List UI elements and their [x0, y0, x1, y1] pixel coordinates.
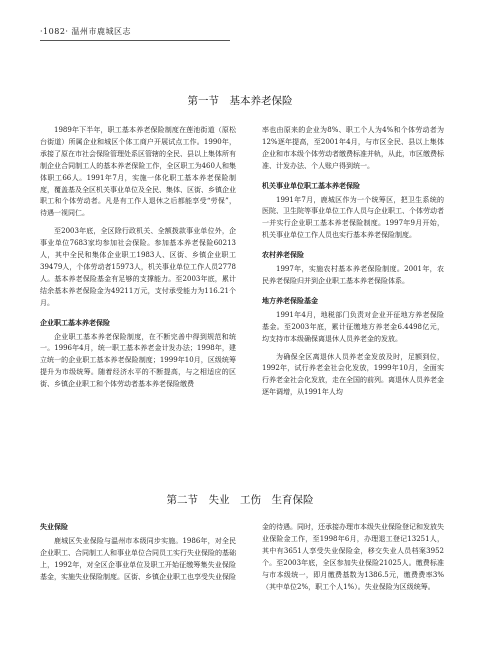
paragraph: 为确保全区离退休人员养老金发放及时，足额到位，1992年，试行养老金社会化发放，1999年10月，全面实行养老金社会化发放，走在全国的前列。离退休人员养老金逐年调增，从1991年人均: [262, 352, 444, 397]
paragraph: 1991年7月，鹿城区作为一个统筹区，把卫生系统的医院、卫生院等事业单位工作人员与企业职工、个体劳动者一并实行企业职工基本养老保险制度。1997年9月开始，机关事业单位工作人员也实行基本养老保险制度。: [262, 195, 444, 240]
paragraph: 金的待遇。同时，还承接办理市本级失业保险登记和发放失业保险金工作，至1998年6月，办理退工登记13251人，其中有3651人享受失业保险金，移交失业人员档案3952个。至2003年底，全区参加失业保险21025人。缴费标准与市本级统一，即月缴费基数为1386.5元，缴费费率3%（其中单位2%，职工个人1%）。失业保险为区级统筹。: [262, 523, 444, 591]
text-column-right: [262, 522, 444, 599]
text-column-right: [262, 125, 444, 405]
text-column-left: [40, 522, 236, 590]
paragraph: 鹿城区失业保险与温州市本级同步实施。1986年，对全民企业职工、合同制工人和事业单位合同员工实行失业保险的基础上，1992年，对全区企事业单位及职工开始征缴筹集失业保险基金，实施失业保险制度。区街、乡镇企业职工也享受失业保险: [40, 536, 236, 581]
text-column-left: [40, 125, 236, 397]
paragraph: 率也由原来的企业为8%、职工个人为4%和个体劳动者为12%逐年提高，至2001年4月，与市区全民、县以上集体企业和市本级个体劳动者缴费标准并轨，从此，市区缴费标准、计发办法、个人账户得到统一。: [262, 126, 444, 170]
paragraph: 企业职工基本养老保险制度，在不断完善中得到规范和统一。1996年4月，统一职工基本养老金计发办法；1998年，建立统一的企业职工基本养老保险制度；1999年10月，区级统筹提升为市级统筹。随着经济水平的不断提高，与之相适应的区街、乡镇企业职工和个体劳动者基本养老保险缴费: [40, 332, 236, 389]
paragraph: 1989年下半年，职工基本养老保险制度在莲池街道（原松台街道）所属企业和城区个体工商户开展试点工作。1990年，承接了原在市社会保险管理处系区管辖的全民、县以上集体所有制企业合同制工人的基本养老保险工作，全区职工为460人和集体职工66人。1991年7月，实施一体化职工基本养老保险制度，覆盖基及全区机关事业单位及全民、集体、区街、乡镇企业职工和个体劳动者。凡是有工作人退休之后都能享受“劳保”，待遇一视同仁。: [40, 126, 236, 218]
paragraph: 至2003年底，全区除行政机关、全额拨款事业单位外，企事业单位7683家均参加社会保险。参加基本养老保险60213人，其中全民和集体企业职工1983人、区街、乡镇企业职工39479人，个体劳动者15973人，机关事业单位工作人员2778人。基本养老保险基金有足够的支撑能力。至2003年底，累计结余基本养老保险金为49211万元，支付承受能力为116.21个月。: [40, 227, 236, 307]
subsection-heading: 企业职工基本养老保险: [40, 318, 110, 327]
running-head: ·1082· 温州市鹿城区志: [40, 27, 131, 36]
header-rule: [40, 40, 230, 41]
section-title: 第一节 基本养老保险: [187, 95, 293, 107]
subsection-heading: 机关事业单位职工基本养老保险: [262, 181, 360, 190]
subsection-heading: 失业保险: [40, 523, 68, 531]
section-title: 第二节 失业 工伤 生育保险: [166, 494, 314, 506]
paragraph: 1991年4月，地税部门负责对企业开征地方养老保险基金。至2003年底，累计征缴地方养老金6.4498亿元，均支持市本级确保离退休人员养老金的发放。: [262, 310, 444, 343]
subsection-heading: 农村养老保险: [262, 251, 304, 260]
subsection-heading: 地方养老保险基金: [262, 296, 318, 305]
paragraph: 1997年，实施农村基本养老保险制度。2001年，农民养老保险归并到企业职工基本养老保险体系。: [262, 265, 444, 285]
